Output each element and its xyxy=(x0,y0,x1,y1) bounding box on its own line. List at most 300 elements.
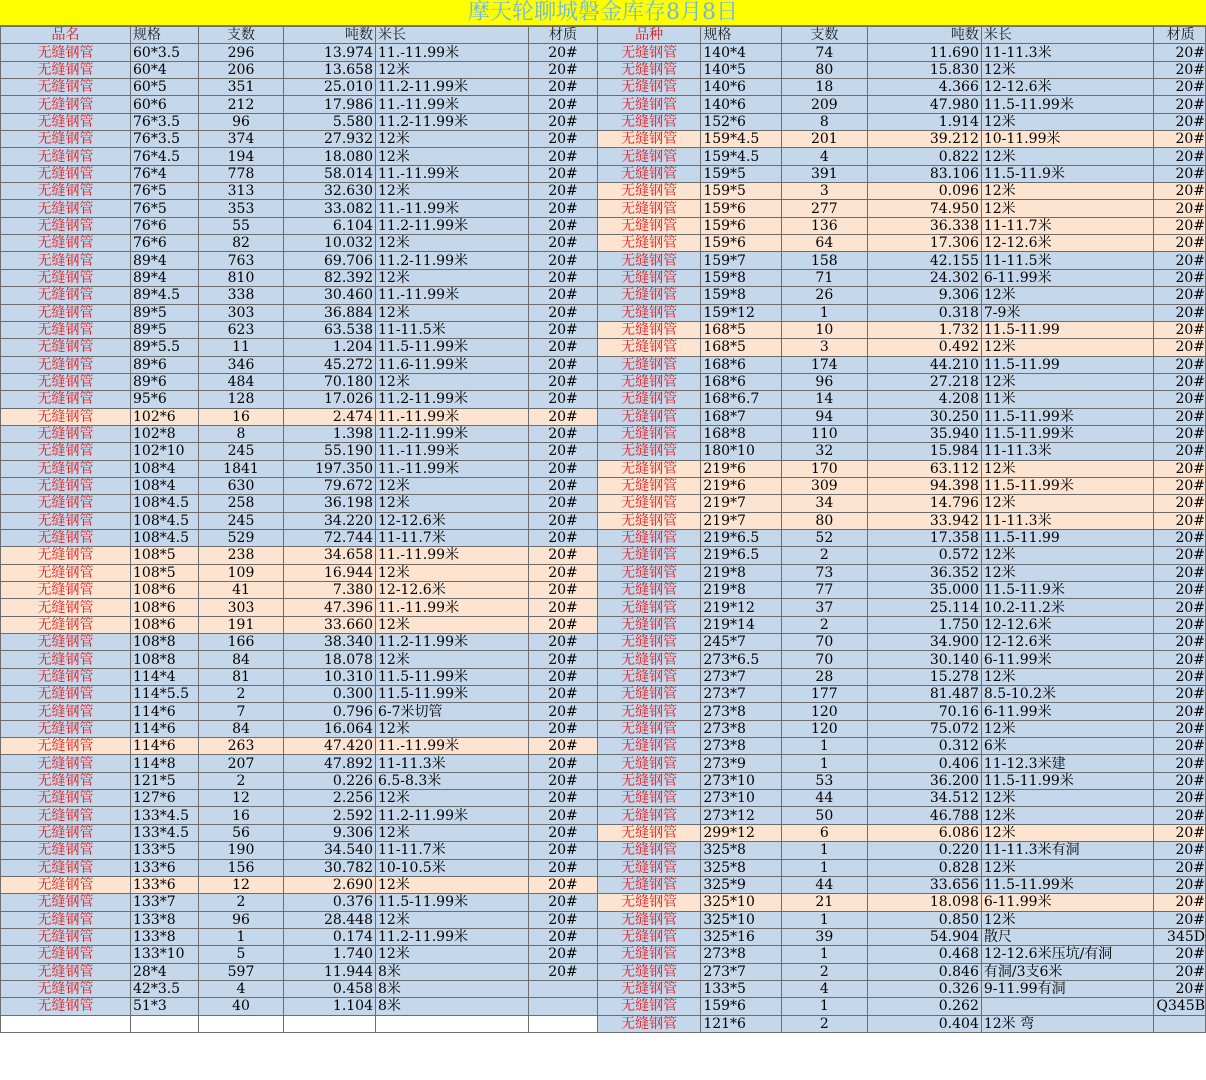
table-row xyxy=(598,321,1206,338)
cell-spec: 89*5.5 xyxy=(131,339,199,356)
table-row xyxy=(598,564,1206,581)
cell-length: 11-11.3米有洞 xyxy=(981,842,1154,859)
cell-count: 21 xyxy=(781,894,867,911)
cell-length: 11.-11.99米 xyxy=(376,44,529,61)
cell-spec: 89*4.5 xyxy=(131,287,199,304)
cell-tonnage: 13.658 xyxy=(284,61,376,78)
table-row xyxy=(1,425,598,442)
cell-spec: 168*6.7 xyxy=(701,391,781,408)
cell-count: 2 xyxy=(781,963,867,980)
cell-length: 11.2-11.99米 xyxy=(376,79,529,96)
cell-product: 无缝钢管 xyxy=(1,720,131,737)
cell-length: 有洞/3支6米 xyxy=(981,963,1154,980)
cell-count: 810 xyxy=(199,269,284,286)
cell-material: 20# xyxy=(529,668,598,685)
cell-spec: 273*7 xyxy=(701,686,781,703)
cell-count: 94 xyxy=(781,408,867,425)
cell-material: 20# xyxy=(1154,894,1206,911)
cell-spec: 168*5 xyxy=(701,321,781,338)
cell-tonnage: 17.358 xyxy=(868,529,982,546)
cell-count: 170 xyxy=(781,460,867,477)
cell-product: 无缝钢管 xyxy=(1,113,131,130)
cell-material: 20# xyxy=(1154,738,1206,755)
cell-spec: 114*8 xyxy=(131,755,199,772)
cell-count: 263 xyxy=(199,738,284,755)
table-row xyxy=(598,339,1206,356)
cell-spec: 140*5 xyxy=(701,61,781,78)
cell-count: 80 xyxy=(781,512,867,529)
cell-material: 20# xyxy=(1154,980,1206,997)
table-row xyxy=(1,772,598,789)
cell-tonnage: 34.512 xyxy=(868,790,982,807)
cell-spec: 108*4 xyxy=(131,460,199,477)
cell-length: 12米 xyxy=(981,61,1154,78)
table-row xyxy=(1,842,598,859)
cell-spec: 108*8 xyxy=(131,634,199,651)
cell-length: 12米 xyxy=(981,339,1154,356)
cell-spec: 89*4 xyxy=(131,252,199,269)
cell-spec: 325*16 xyxy=(701,928,781,945)
cell-length: 11.2-11.99米 xyxy=(376,634,529,651)
cell-tonnage: 58.014 xyxy=(284,165,376,182)
cell-length: 12米 xyxy=(376,373,529,390)
cell-spec: 76*5 xyxy=(131,200,199,217)
cell-tonnage: 2.256 xyxy=(284,790,376,807)
table-row xyxy=(1,287,598,304)
cell-product: 无缝钢管 xyxy=(1,200,131,217)
cell-material: 20# xyxy=(1154,582,1206,599)
cell-spec: 76*5 xyxy=(131,183,199,200)
cell-count: 209 xyxy=(781,96,867,113)
cell-length: 11.2-11.99米 xyxy=(376,217,529,234)
cell-spec: 108*6 xyxy=(131,599,199,616)
table-row xyxy=(598,477,1206,494)
cell-product: 无缝钢管 xyxy=(598,44,701,61)
cell-material: 20# xyxy=(529,911,598,928)
header-material: 材质 xyxy=(529,27,598,44)
cell-count: 64 xyxy=(781,235,867,252)
cell-count: 26 xyxy=(781,287,867,304)
table-row xyxy=(598,443,1206,460)
cell-count: 70 xyxy=(781,634,867,651)
table-row xyxy=(1,200,598,217)
cell-product: 无缝钢管 xyxy=(1,824,131,841)
cell-material: 20# xyxy=(529,148,598,165)
cell-material: 20# xyxy=(1154,616,1206,633)
cell-length: 11.-11.99米 xyxy=(376,408,529,425)
cell-length: 12米 xyxy=(981,113,1154,130)
cell-product: 无缝钢管 xyxy=(598,477,701,494)
cell-product: 无缝钢管 xyxy=(1,928,131,945)
cell-material: 20# xyxy=(529,113,598,130)
cell-product: 无缝钢管 xyxy=(598,61,701,78)
cell-product: 无缝钢管 xyxy=(598,304,701,321)
cell-product: 无缝钢管 xyxy=(598,512,701,529)
cell-length: 12-12.6米 xyxy=(376,512,529,529)
cell-product: 无缝钢管 xyxy=(1,946,131,963)
cell-length: 11-12.3米建 xyxy=(981,755,1154,772)
cell-product: 无缝钢管 xyxy=(598,252,701,269)
cell-spec: 28*4 xyxy=(131,963,199,980)
cell-tonnage: 34.540 xyxy=(284,842,376,859)
table-row xyxy=(598,651,1206,668)
cell-spec: 140*6 xyxy=(701,79,781,96)
cell-product: 无缝钢管 xyxy=(1,391,131,408)
header-spec: 规格 xyxy=(131,27,199,44)
cell-material: 20# xyxy=(1154,807,1206,824)
cell-material: 20# xyxy=(1154,790,1206,807)
cell-tonnage: 47.396 xyxy=(284,599,376,616)
cell-material: 20# xyxy=(529,235,598,252)
table-row xyxy=(1,408,598,425)
cell-product: 无缝钢管 xyxy=(1,668,131,685)
table-row xyxy=(1,547,598,564)
table-row xyxy=(1,894,598,911)
cell-material: 20# xyxy=(529,460,598,477)
table-row xyxy=(598,391,1206,408)
table-row xyxy=(1,165,598,182)
cell-length: 11-11.3米 xyxy=(981,443,1154,460)
cell-product: 无缝钢管 xyxy=(1,287,131,304)
table-row xyxy=(598,807,1206,824)
cell-product: 无缝钢管 xyxy=(598,373,701,390)
cell-product: 无缝钢管 xyxy=(1,269,131,286)
cell-count: 10 xyxy=(781,321,867,338)
table-row xyxy=(1,876,598,893)
table-row xyxy=(598,616,1206,633)
cell-length: 11.5-11.99米 xyxy=(981,876,1154,893)
cell-count: 303 xyxy=(199,599,284,616)
table-row xyxy=(1,634,598,651)
table-row xyxy=(598,703,1206,720)
cell-product: 无缝钢管 xyxy=(1,911,131,928)
cell-product: 无缝钢管 xyxy=(598,235,701,252)
cell-material: 20# xyxy=(1154,356,1206,373)
cell-tonnage: 16.944 xyxy=(284,564,376,581)
cell-length: 11.2-11.99米 xyxy=(376,391,529,408)
cell-count: 16 xyxy=(199,408,284,425)
cell-length: 11.5-11.99米 xyxy=(981,772,1154,789)
cell-count: 191 xyxy=(199,616,284,633)
cell-product: 无缝钢管 xyxy=(598,495,701,512)
cell-length: 12米 xyxy=(981,790,1154,807)
cell-product: 无缝钢管 xyxy=(1,252,131,269)
cell-count: 53 xyxy=(781,772,867,789)
cell-spec: 273*8 xyxy=(701,946,781,963)
cell-tonnage: 0.326 xyxy=(868,980,982,997)
cell-count: 1 xyxy=(781,911,867,928)
cell-material: 20# xyxy=(529,582,598,599)
cell-length: 12米 xyxy=(981,183,1154,200)
cell-count: 96 xyxy=(199,113,284,130)
table-row xyxy=(1,599,598,616)
cell-material: 20# xyxy=(529,96,598,113)
cell-length: 12-12.6米 xyxy=(981,634,1154,651)
table-row xyxy=(598,738,1206,755)
cell-product: 无缝钢管 xyxy=(1,425,131,442)
cell-tonnage: 33.656 xyxy=(868,876,982,893)
table-row xyxy=(598,772,1206,789)
cell-material: 20# xyxy=(529,287,598,304)
header-count: 支数 xyxy=(199,27,284,44)
cell-spec: 219*7 xyxy=(701,495,781,512)
cell-spec: 102*10 xyxy=(131,443,199,460)
table-row xyxy=(598,963,1206,980)
cell-length: 11.-11.99米 xyxy=(376,165,529,182)
cell-length: 12米 xyxy=(376,269,529,286)
table-row xyxy=(598,252,1206,269)
cell-length: 12米 xyxy=(981,859,1154,876)
cell-count: 351 xyxy=(199,79,284,96)
cell-material: 20# xyxy=(529,269,598,286)
cell-tonnage: 0.318 xyxy=(868,304,982,321)
cell-product: 无缝钢管 xyxy=(1,356,131,373)
cell-tonnage: 72.744 xyxy=(284,529,376,546)
inventory-table-left xyxy=(0,26,598,1033)
cell-product: 无缝钢管 xyxy=(598,529,701,546)
table-row xyxy=(1,703,598,720)
cell-length: 11.6-11.99米 xyxy=(376,356,529,373)
cell-tonnage: 2.690 xyxy=(284,876,376,893)
cell-length: 12米 xyxy=(981,495,1154,512)
cell-material: 20# xyxy=(1154,443,1206,460)
cell-count: 70 xyxy=(781,651,867,668)
cell-length: 6-11.99米 xyxy=(981,703,1154,720)
cell-spec: 273*12 xyxy=(701,807,781,824)
cell-material: 20# xyxy=(529,304,598,321)
cell-spec: 219*6 xyxy=(701,477,781,494)
cell-product: 无缝钢管 xyxy=(598,720,701,737)
cell-tonnage: 0.376 xyxy=(284,894,376,911)
cell-count xyxy=(199,1015,284,1032)
cell-length: 11-11.7米 xyxy=(981,217,1154,234)
cell-product: 无缝钢管 xyxy=(1,807,131,824)
cell-count: 374 xyxy=(199,131,284,148)
cell-tonnage: 0.226 xyxy=(284,772,376,789)
cell-tonnage: 4.208 xyxy=(868,391,982,408)
cell-tonnage: 15.830 xyxy=(868,61,982,78)
cell-tonnage: 9.306 xyxy=(284,824,376,841)
cell-count: 71 xyxy=(781,269,867,286)
cell-material: 20# xyxy=(1154,634,1206,651)
cell-length: 12米 xyxy=(981,200,1154,217)
cell-spec: 140*4 xyxy=(701,44,781,61)
cell-length: 12-12.6米 xyxy=(981,616,1154,633)
cell-material: 20# xyxy=(1154,547,1206,564)
cell-material: 20# xyxy=(1154,651,1206,668)
cell-material: 20# xyxy=(529,373,598,390)
table-row xyxy=(598,755,1206,772)
cell-product: 无缝钢管 xyxy=(598,790,701,807)
cell-material: 20# xyxy=(1154,668,1206,685)
cell-tonnage: 0.828 xyxy=(868,859,982,876)
cell-count: 77 xyxy=(781,582,867,599)
cell-count: 3 xyxy=(781,339,867,356)
cell-material: 20# xyxy=(529,512,598,529)
table-row xyxy=(598,876,1206,893)
cell-count: 4 xyxy=(781,980,867,997)
cell-tonnage: 81.487 xyxy=(868,686,982,703)
cell-count: 120 xyxy=(781,720,867,737)
cell-product: 无缝钢管 xyxy=(1,876,131,893)
cell-length: 12米 xyxy=(981,287,1154,304)
table-row xyxy=(1,911,598,928)
cell-length: 12米 xyxy=(376,564,529,581)
cell-material: 20# xyxy=(529,425,598,442)
cell-product: 无缝钢管 xyxy=(598,113,701,130)
cell-spec: 76*3.5 xyxy=(131,131,199,148)
cell-spec: 219*12 xyxy=(701,599,781,616)
cell-spec: 325*8 xyxy=(701,842,781,859)
cell-spec: 108*6 xyxy=(131,582,199,599)
cell-spec: 168*6 xyxy=(701,356,781,373)
table-row xyxy=(1,113,598,130)
cell-material: 20# xyxy=(529,616,598,633)
cell-material: 20# xyxy=(1154,720,1206,737)
cell-tonnage: 0.300 xyxy=(284,686,376,703)
cell-material: 20# xyxy=(1154,599,1206,616)
cell-material xyxy=(529,980,598,997)
cell-product: 无缝钢管 xyxy=(1,217,131,234)
cell-spec: 60*3.5 xyxy=(131,44,199,61)
cell-product: 无缝钢管 xyxy=(598,425,701,442)
cell-material: 20# xyxy=(1154,946,1206,963)
cell-count: 37 xyxy=(781,599,867,616)
cell-tonnage: 1.398 xyxy=(284,425,376,442)
cell-spec: 325*10 xyxy=(701,894,781,911)
cell-material: 20# xyxy=(1154,339,1206,356)
cell-tonnage: 32.630 xyxy=(284,183,376,200)
table-row xyxy=(598,928,1206,945)
cell-product: 无缝钢管 xyxy=(1,564,131,581)
cell-count: 81 xyxy=(199,668,284,685)
cell-spec: 168*8 xyxy=(701,425,781,442)
cell-count: 201 xyxy=(781,131,867,148)
table-row xyxy=(1,339,598,356)
cell-length: 11-11.7米 xyxy=(376,529,529,546)
cell-spec: 140*6 xyxy=(701,96,781,113)
cell-spec: 159*12 xyxy=(701,304,781,321)
cell-product: 无缝钢管 xyxy=(1,131,131,148)
cell-spec: 273*10 xyxy=(701,790,781,807)
cell-material: 20# xyxy=(529,547,598,564)
cell-product: 无缝钢管 xyxy=(598,634,701,651)
cell-count: 630 xyxy=(199,477,284,494)
cell-length: 11.5-11.99 xyxy=(981,529,1154,546)
cell-length: 12米 弯 xyxy=(981,1015,1154,1032)
cell-length: 11.-11.99米 xyxy=(376,96,529,113)
table-row xyxy=(1,183,598,200)
cell-tonnage: 6.086 xyxy=(868,824,982,841)
cell-tonnage: 24.302 xyxy=(868,269,982,286)
cell-count: 74 xyxy=(781,44,867,61)
cell-material: Q345B xyxy=(1154,998,1206,1015)
cell-material: 20# xyxy=(529,928,598,945)
table-row xyxy=(1,686,598,703)
cell-count: 207 xyxy=(199,755,284,772)
cell-length: 11.5-11.9米 xyxy=(981,582,1154,599)
cell-product: 无缝钢管 xyxy=(598,287,701,304)
cell-length: 11.5-11.99 xyxy=(981,356,1154,373)
cell-length: 12-12.6米 xyxy=(376,582,529,599)
cell-count: 1 xyxy=(781,755,867,772)
cell-length: 11.5-11.9米 xyxy=(981,165,1154,182)
cell-tonnage: 36.338 xyxy=(868,217,982,234)
cell-product: 无缝钢管 xyxy=(1,79,131,96)
cell-tonnage: 25.010 xyxy=(284,79,376,96)
cell-product: 无缝钢管 xyxy=(598,391,701,408)
cell-material: 20# xyxy=(1154,269,1206,286)
table-row xyxy=(1,252,598,269)
cell-count: 1 xyxy=(199,928,284,945)
cell-spec: 159*6 xyxy=(701,200,781,217)
cell-count: 120 xyxy=(781,703,867,720)
cell-tonnage: 7.380 xyxy=(284,582,376,599)
cell-material: 20# xyxy=(529,599,598,616)
cell-length: 11.2-11.99米 xyxy=(376,928,529,945)
cell-tonnage: 10.032 xyxy=(284,235,376,252)
cell-count: 12 xyxy=(199,876,284,893)
cell-count: 1 xyxy=(781,998,867,1015)
cell-length: 12米 xyxy=(981,824,1154,841)
cell-product: 无缝钢管 xyxy=(598,443,701,460)
cell-count: 8 xyxy=(781,113,867,130)
cell-count: 156 xyxy=(199,859,284,876)
cell-material: 20# xyxy=(529,963,598,980)
cell-product: 无缝钢管 xyxy=(1,495,131,512)
cell-product: 无缝钢管 xyxy=(598,547,701,564)
cell-tonnage: 15.984 xyxy=(868,443,982,460)
cell-material: 20# xyxy=(1154,911,1206,928)
cell-tonnage: 6.104 xyxy=(284,217,376,234)
cell-material: 20# xyxy=(1154,235,1206,252)
cell-product: 无缝钢管 xyxy=(1,408,131,425)
cell-product: 无缝钢管 xyxy=(598,807,701,824)
cell-material: 20# xyxy=(529,790,598,807)
cell-product: 无缝钢管 xyxy=(1,477,131,494)
cell-material: 20# xyxy=(1154,772,1206,789)
cell-spec: 108*8 xyxy=(131,651,199,668)
table-row xyxy=(598,894,1206,911)
cell-spec: 273*7 xyxy=(701,668,781,685)
cell-length: 12米 xyxy=(376,495,529,512)
cell-material: 20# xyxy=(529,408,598,425)
cell-product: 无缝钢管 xyxy=(598,460,701,477)
cell-count: 82 xyxy=(199,235,284,252)
cell-product: 无缝钢管 xyxy=(598,859,701,876)
cell-count: 1 xyxy=(781,304,867,321)
cell-length: 12米 xyxy=(981,460,1154,477)
cell-length: 11-11.5米 xyxy=(981,252,1154,269)
cell-length: 12米 xyxy=(376,131,529,148)
header-spec: 规格 xyxy=(701,27,781,44)
cell-length: 12-12.6米 xyxy=(981,79,1154,96)
cell-material: 20# xyxy=(529,720,598,737)
table-row xyxy=(1,269,598,286)
cell-tonnage: 36.198 xyxy=(284,495,376,512)
cell-count: 7 xyxy=(199,703,284,720)
table-row xyxy=(598,668,1206,685)
cell-length: 12米 xyxy=(376,876,529,893)
cell-product: 无缝钢管 xyxy=(598,408,701,425)
cell-product: 无缝钢管 xyxy=(598,339,701,356)
cell-spec: 108*4.5 xyxy=(131,512,199,529)
table-row xyxy=(1,980,598,997)
cell-product: 无缝钢管 xyxy=(1,963,131,980)
cell-material: 20# xyxy=(1154,477,1206,494)
cell-count: 2 xyxy=(781,616,867,633)
cell-count: 28 xyxy=(781,668,867,685)
